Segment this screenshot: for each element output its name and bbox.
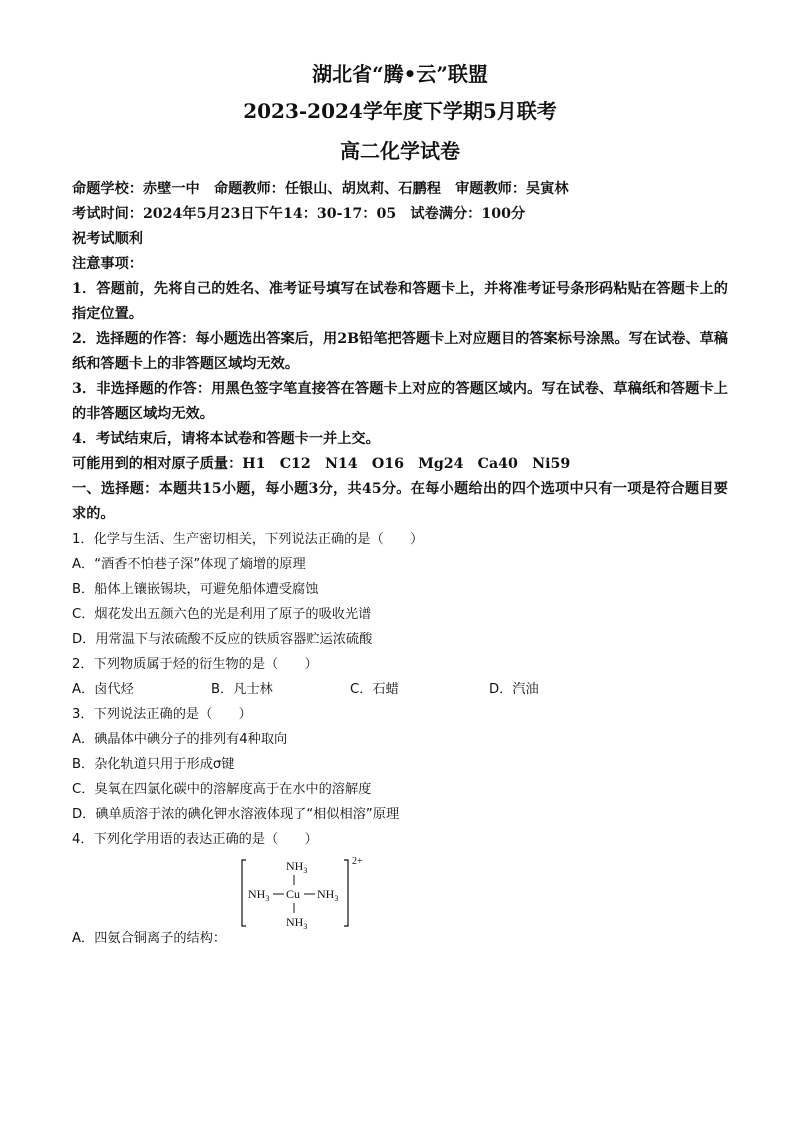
atomic-masses: 可能用到的相对原子质量：H1 C12 N14 O16 Mg24 Ca40 Ni59: [72, 456, 571, 472]
copper-center: Cu: [286, 887, 301, 901]
question-2-stem: 2．下列物质属于烃的衍生物的是（ ）: [72, 657, 318, 672]
question-4-option-a-block: [72, 856, 728, 946]
ligand-bottom: $NH_3$: [286, 915, 308, 931]
tetraammine-copper-structure: [234, 856, 384, 936]
question-3-option-d: D．碘单质溶于浓的碘化钾水溶液体现了“相似相溶”原理: [72, 807, 400, 822]
question-4-stem: 4．下列化学用语的表达正确的是（ ）: [72, 832, 318, 847]
question-4-option-a: A．四氨合铜离子的结构：: [72, 931, 227, 946]
question-1-stem: 1．化学与生活、生产密切相关，下列说法正确的是（ ）: [72, 532, 424, 547]
exam-title-term: 2023-2024学年度下学期5月联考: [243, 99, 557, 123]
question-3-option-c: C．臭氧在四氯化碳中的溶解度高于在水中的溶解度: [72, 782, 372, 797]
ligand-top: $NH_3$: [286, 859, 308, 875]
question-1-option-a: A．“酒香不怕巷子深”体现了熵增的原理: [72, 557, 306, 572]
exam-page: [72, 62, 728, 946]
exam-time: 考试时间：2024年5月23日下午14：30-17：05 试卷满分：100分: [72, 206, 526, 222]
question-2-option-c: C．石蜡: [350, 682, 399, 697]
notice-item-1: 1．答题前，先将自己的姓名、准考证号填写在试卷和答题卡上，并将准考证号条形码粘贴在答题卡上的指定位置。: [72, 281, 728, 322]
ion-charge: 2+: [352, 856, 363, 867]
section-1-heading: 一、选择题：本题共15小题，每小题3分，共45分。在每小题给出的四个选项中只有一项是符合题目要求的。: [72, 481, 728, 522]
question-1-option-b: B．船体上镶嵌锡块，可避免船体遭受腐蚀: [72, 582, 319, 597]
question-2-option-b: B．凡士林: [211, 682, 273, 697]
notice-item-2: 2．选择题的作答：每小题选出答案后，用2B铅笔把答题卡上对应题目的答案标号涂黑。写在试卷、草稿纸和答题卡上的非答题区域均无效。: [72, 331, 728, 372]
exam-title-subject: 高二化学试卷: [340, 139, 460, 163]
notice-item-4: 4．考试结束后，请将本试卷和答题卡一并上交。: [72, 431, 380, 447]
question-3-option-a: A．碘晶体中碘分子的排列有4种取向: [72, 732, 288, 747]
question-2-option-d: D．汽油: [489, 682, 539, 697]
notice-title: 注意事项：: [72, 256, 143, 272]
question-3-stem: 3．下列说法正确的是（ ）: [72, 707, 252, 722]
question-2-option-a: A．卤代烃: [72, 682, 134, 697]
exam-authors: 命题学校：赤壁一中 命题教师：任银山、胡岚莉、石鹏程 审题教师：吴寅林: [72, 181, 569, 197]
question-3-option-b: B．杂化轨道只用于形成σ键: [72, 757, 235, 772]
exam-title-league: 湖北省“腾•云”联盟: [312, 62, 488, 86]
question-2-options: [72, 677, 728, 702]
ligand-right: $NH_3$: [317, 887, 339, 903]
ligand-left: $NH_3$: [248, 887, 270, 903]
exam-wish: 祝考试顺利: [72, 231, 143, 247]
question-1-option-c: C．烟花发出五颜六色的光是利用了原子的吸收光谱: [72, 607, 372, 622]
notice-item-3: 3．非选择题的作答：用黑色签字笔直接答在答题卡上对应的答题区域内。写在试卷、草稿纸和答题卡上的非答题区域均无效。: [72, 381, 728, 422]
question-1-option-d: D．用常温下与浓硫酸不反应的铁质容器贮运浓硫酸: [72, 632, 373, 647]
